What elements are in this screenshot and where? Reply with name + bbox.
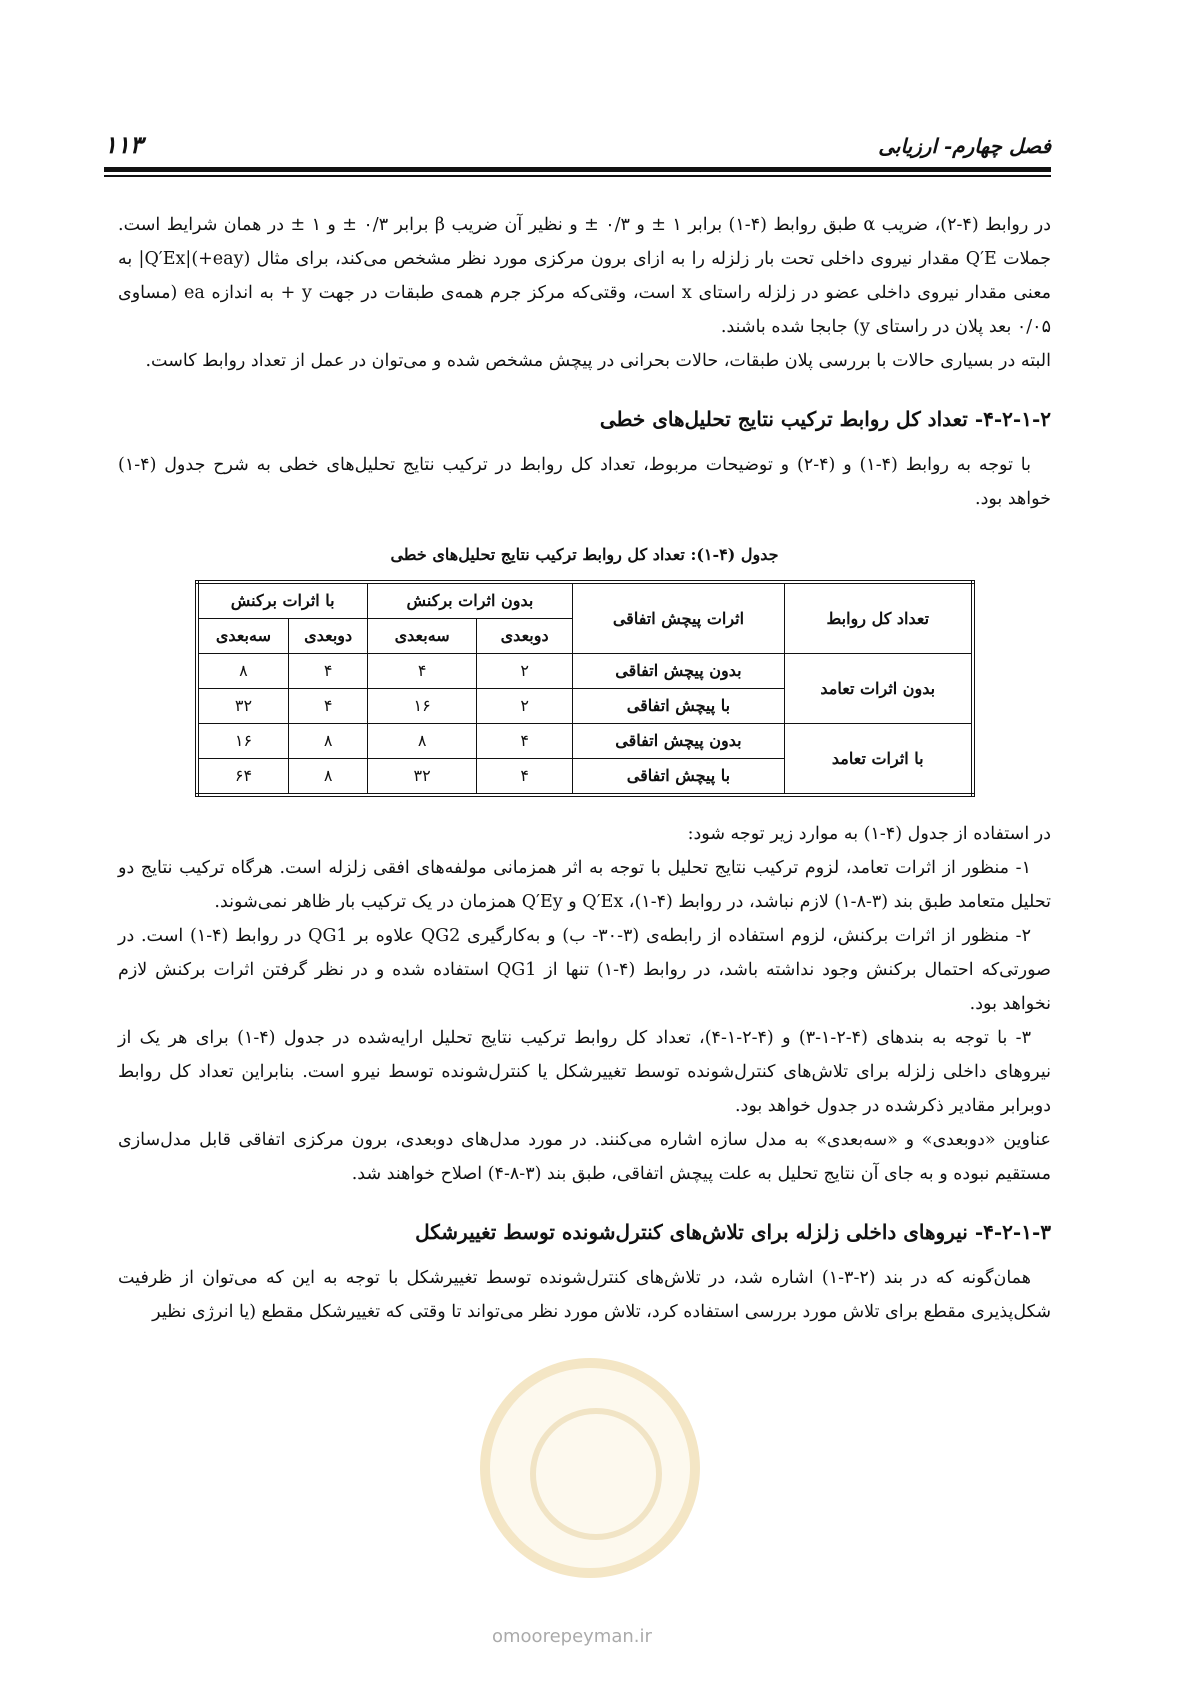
value-cell: ۱۶ [367,689,476,724]
paragraph: همان‌گونه که در بند (۲-۳-۱) اشاره شد، در تلاش‌های کنترل‌شونده توسط تغییرشکل با توجه به این که می‌توان از ظرفیت شکل‌پذیری مقطع برای تلاش مورد بررسی استفاده کرد، تلاش مورد نظر می‌تواند تا وقتی که تغییرشکل مقطع (یا انرژی نظیر [118,1268,1051,1322]
watermark-text: omoorepeyman.ir [492,1626,652,1647]
torsion-cell: بدون پیچش اتفاقی [572,724,784,759]
value-cell: ۸ [289,724,368,759]
section-heading: ۴-۲-۱-۳- نیروهای داخلی زلزله برای تلاش‌های کنترل‌شونده توسط تغییرشکل [415,1220,1051,1244]
paragraph: ۳- با توجه به بندهای (۴-۲-۱-۳) و (۴-۲-۱-۴)، تعداد کل روابط ترکیب نتایج تحلیل ارایه‌شده در جدول (۴-۱) برای هر یک از نیروهای داخلی زلزله برای تلاش‌های کنترل‌شونده توسط تغییرشکل یا کنترل‌شونده توسط نیرو است. بنابراین تعداد کل روابط دوبرابر مقادیر ذکرشده در جدول خواهد بود. [118,1028,1051,1116]
paragraph: عناوین «دوبعدی» و «سه‌بعدی» به مدل سازه اشاره می‌کنند. در مورد مدل‌های دوبعدی، برون مرکزی اتفاقی قابل مدل‌سازی مستقیم نبوده و به جای آن نتایج تحلیل به علت پیچش اتفاقی، طبق بند (۳-۸-۴) اصلاح خواهند شد. [118,1130,1051,1184]
group-label: بدون اثرات تعامد [785,654,973,724]
torsion-cell: با پیچش اتفاقی [572,689,784,724]
header-3d: سه‌بعدی [197,619,289,654]
section-heading: ۴-۲-۱-۲- تعداد کل روابط ترکیب نتایج تحلیل‌های خطی [599,407,1051,431]
header-2d: دوبعدی [477,619,573,654]
body-text [118,208,1051,1329]
table-row [197,654,973,689]
page-number: ۱۱۳ [104,130,143,159]
torsion-cell: بدون پیچش اتفاقی [572,654,784,689]
header-rule-thick [104,167,1051,172]
table-caption: جدول (۴-۱): تعداد کل روابط ترکیب نتایج تحلیل‌های خطی [390,545,779,564]
header-3d: سه‌بعدی [367,619,476,654]
value-cell: ۴ [289,689,368,724]
value-cell: ۳۲ [367,759,476,796]
header-total: تعداد کل روابط [785,582,973,654]
torsion-cell: با پیچش اتفاقی [572,759,784,796]
combinations-table [195,580,975,797]
value-cell: ۲ [477,689,573,724]
page-header [104,128,1051,162]
header-uplift: با اثرات برکنش [197,582,368,619]
value-cell: ۴ [367,654,476,689]
value-cell: ۲ [477,654,573,689]
watermark-seal [480,1358,700,1578]
value-cell: ۴ [289,654,368,689]
value-cell: ۸ [197,654,289,689]
header-2d: دوبعدی [289,619,368,654]
paragraph: با توجه به روابط (۴-۱) و (۴-۲) و توضیحات مربوط، تعداد کل روابط در ترکیب نتایج تحلیل‌های خطی به شرح جدول (۴-۱) خواهد بود. [118,455,1051,509]
chapter-title: فصل چهارم- ارزیابی [878,134,1051,158]
value-cell: ۳۲ [197,689,289,724]
value-cell: ۸ [367,724,476,759]
value-cell: ۴ [477,759,573,796]
header-no-uplift: بدون اثرات برکنش [367,582,572,619]
paragraph: ۱- منظور از اثرات تعامد، لزوم ترکیب نتایج تحلیل با توجه به اثر همزمانی مولفه‌های افقی زلزله است. هرگاه ترکیب نتایج دو تحلیل متعامد طبق بند (۳-۸-۱) لازم نباشد، در روابط (۴-۱)، Q′Ex و Q′Ey همزمان در یک ترکیب بار ظاهر نمی‌شوند. [118,858,1051,912]
paragraph: البته در بسیاری حالات با بررسی پلان طبقات، حالات بحرانی در پیچش مشخص شده و می‌توان در عمل از تعداد روابط کاست. [145,351,1051,371]
value-cell: ۸ [289,759,368,796]
value-cell: ۱۶ [197,724,289,759]
paragraph: ۲- منظور از اثرات برکنش، لزوم استفاده از رابطه‌ی (۳-۳۰- ب) و به‌کارگیری QG2 علاوه بر QG1 در روابط (۴-۱) است. در صورتی‌که احتمال برکنش وجود نداشته باشد، در روابط (۴-۱) تنها از QG1 استفاده شده و در نظر گرفتن اثرات برکنش لازم نخواهد بود. [118,926,1051,1014]
value-cell: ۴ [477,724,573,759]
value-cell: ۶۴ [197,759,289,796]
paragraph: در روابط (۴-۲)، ضریب α طبق روابط (۴-۱) برابر ۱ ± و ۰/۳ ± و نظیر آن ضریب β برابر ۰/۳ ± و ۱ ± در همان شرایط است. جملات Q′E مقدار نیروی داخلی تحت بار زلزله را به ازای برون مرکزی مورد نظر مشخص می‌کند، برای مثال Q′Ex|(+eay)| به معنی مقدار نیروی داخلی عضو در زلزله راستای x است، وقتی‌که مرکز جرم همه‌ی طبقات در جهت y + به اندازه ea (مساوی ۰/۰۵ بعد پلان در راستای y) جابجا شده باشند. [118,215,1052,337]
header-torsion: اثرات پیچش اتفاقی [572,582,784,654]
paragraph: در استفاده از جدول (۴-۱) به موارد زیر توجه شود: [687,824,1051,844]
header-rule-thin [104,175,1051,177]
group-label: با اثرات تعامد [785,724,973,796]
table-row [197,724,973,759]
